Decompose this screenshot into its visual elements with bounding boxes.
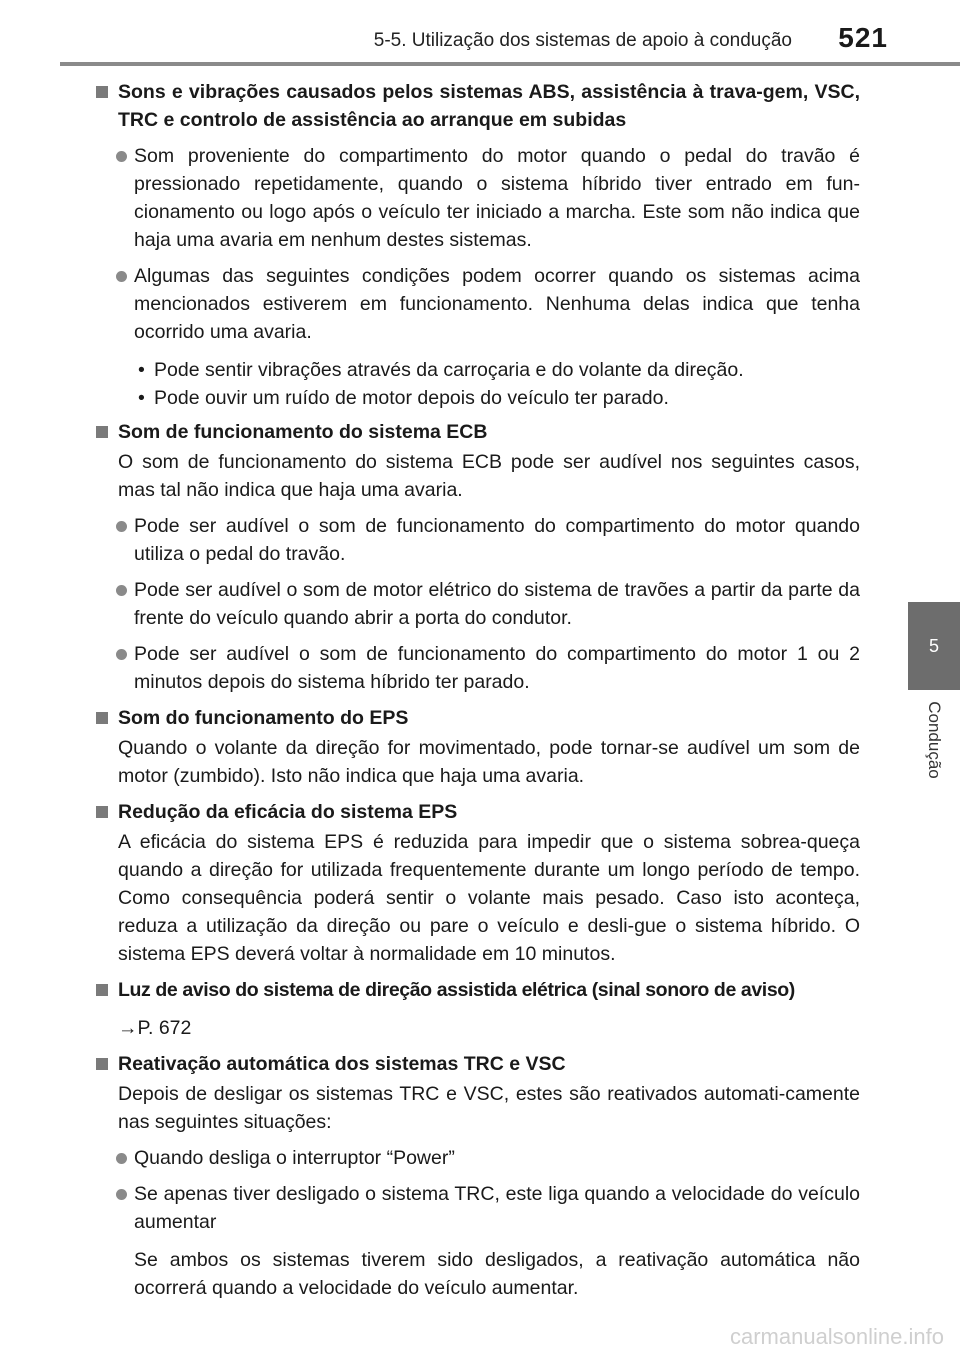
bullet-text: Pode ser audível o som de funcionamento do compartimento do motor 1 ou 2 minutos depois do sistema híbrido ter parado. (134, 643, 860, 693)
header-section-title: 5-5. Utilização dos sistemas de apoio à condução (373, 30, 792, 51)
header-divider (60, 62, 960, 66)
bullet-text: Se apenas tiver desligado o sistema TRC, este liga quando a velocidade do veículo aumentar (134, 1183, 860, 1233)
square-bullet-icon (96, 712, 108, 724)
bullet-text: Algumas das seguintes condições podem ocorrer quando os sistemas acima mencionados estiverem em funcionamento. Nenhuma delas indica que tenha ocorrido uma avaria. (134, 265, 860, 343)
section-paragraph: A eficácia do sistema EPS é reduzida para impedir que o sistema sobrea-queça quando a direção for utilizada frequentemente durante um longo período de tempo. Como consequência poderá sentir o volante mais pesado. Caso isto aconteça, reduza a utilização da direção ou pare o veículo e desli-gue o sistema híbrido. O sistema EPS deverá voltar à normalidade em 10 minutos. (118, 831, 860, 965)
square-bullet-icon (96, 984, 108, 996)
bullet-item (96, 142, 860, 254)
section-heading (96, 1050, 860, 1078)
sub-bullet-text: Pode ouvir um ruído de motor depois do veículo ter parado. (154, 387, 669, 409)
bullet-note: Se ambos os sistemas tiverem sido desligados, a reativação automática não ocorrerá quando a velocidade do veículo aumentar. (134, 1249, 860, 1299)
bullet-text: Pode ser audível o som de motor elétrico do sistema de travões a partir da parte da frente do veículo quando abrir a porta do condutor. (134, 579, 860, 629)
bullet-item (96, 640, 860, 696)
bullet-item (96, 512, 860, 568)
bullet-text: Quando desliga o interruptor “Power” (134, 1147, 455, 1169)
page-number: 521 (838, 22, 888, 53)
sub-bullet-text: Pode sentir vibrações através da carroçaria e do volante da direção. (154, 359, 744, 381)
bullet-item (96, 262, 860, 346)
square-bullet-icon (96, 1058, 108, 1070)
section-heading (96, 704, 860, 732)
bullet-item (96, 1144, 860, 1172)
section-heading-text: Som de funcionamento do sistema ECB (118, 421, 488, 443)
page-header (0, 0, 960, 60)
square-bullet-icon (96, 426, 108, 438)
square-bullet-icon (96, 86, 108, 98)
sub-bullet-item (96, 384, 860, 412)
section-heading-text: Reativação automática dos sistemas TRC e VSC (118, 1053, 566, 1075)
square-bullet-icon (96, 806, 108, 818)
chapter-label-text: Condução (925, 701, 944, 779)
page-reference-link[interactable]: →P. 672 (118, 1017, 192, 1039)
bullet-text: Som proveniente do compartimento do motor quando o pedal do travão é pressionado repetidamente, quando o sistema híbrido tiver entrado em fun-cionamento ou logo após o veículo ter iniciado a marcha. Este som não indica que haja uma avaria em nenhum destes sistemas. (134, 145, 860, 251)
section-heading (96, 976, 860, 1004)
circle-bullet-icon (116, 649, 127, 660)
circle-bullet-icon (116, 521, 127, 532)
section-heading (96, 798, 860, 826)
section-heading-text: Sons e vibrações causados pelos sistemas ABS, assistência à trava-gem, VSC, TRC e controlo de assistência ao arranque em subidas (118, 81, 860, 131)
section-heading-text: Redução da eficácia do sistema EPS (118, 801, 458, 823)
section-heading-text: Luz de aviso do sistema de direção assistida elétrica (sinal sonoro de aviso) (118, 979, 795, 1001)
small-bullet-icon: • (138, 387, 145, 409)
section-paragraph: Quando o volante da direção for movimentado, pode tornar-se audível um som de motor (zumbido). Isto não indica que haja uma avaria. (118, 737, 860, 787)
small-bullet-icon: • (138, 359, 145, 381)
sub-bullet-item (96, 356, 860, 384)
circle-bullet-icon (116, 151, 127, 162)
circle-bullet-icon (116, 1153, 127, 1164)
page-content (96, 72, 860, 1302)
chapter-tab: 5 (908, 602, 960, 690)
circle-bullet-icon (116, 585, 127, 596)
circle-bullet-icon (116, 1189, 127, 1200)
bullet-item (96, 1180, 860, 1236)
chapter-tab-label (908, 690, 960, 800)
bullet-item (96, 576, 860, 632)
section-paragraph: O som de funcionamento do sistema ECB pode ser audível nos seguintes casos, mas tal não indica que haja uma avaria. (118, 451, 860, 501)
section-paragraph: Depois de desligar os sistemas TRC e VSC, estes são reativados automati-camente nas seguintes situações: (118, 1083, 860, 1133)
bullet-text: Pode ser audível o som de funcionamento do compartimento do motor quando utiliza o pedal do travão. (134, 515, 860, 565)
section-heading-text: Som do funcionamento do EPS (118, 707, 409, 729)
section-heading (96, 78, 860, 134)
circle-bullet-icon (116, 271, 127, 282)
watermark-text: carmanualsonline.info (729, 1324, 944, 1349)
section-heading (96, 418, 860, 446)
